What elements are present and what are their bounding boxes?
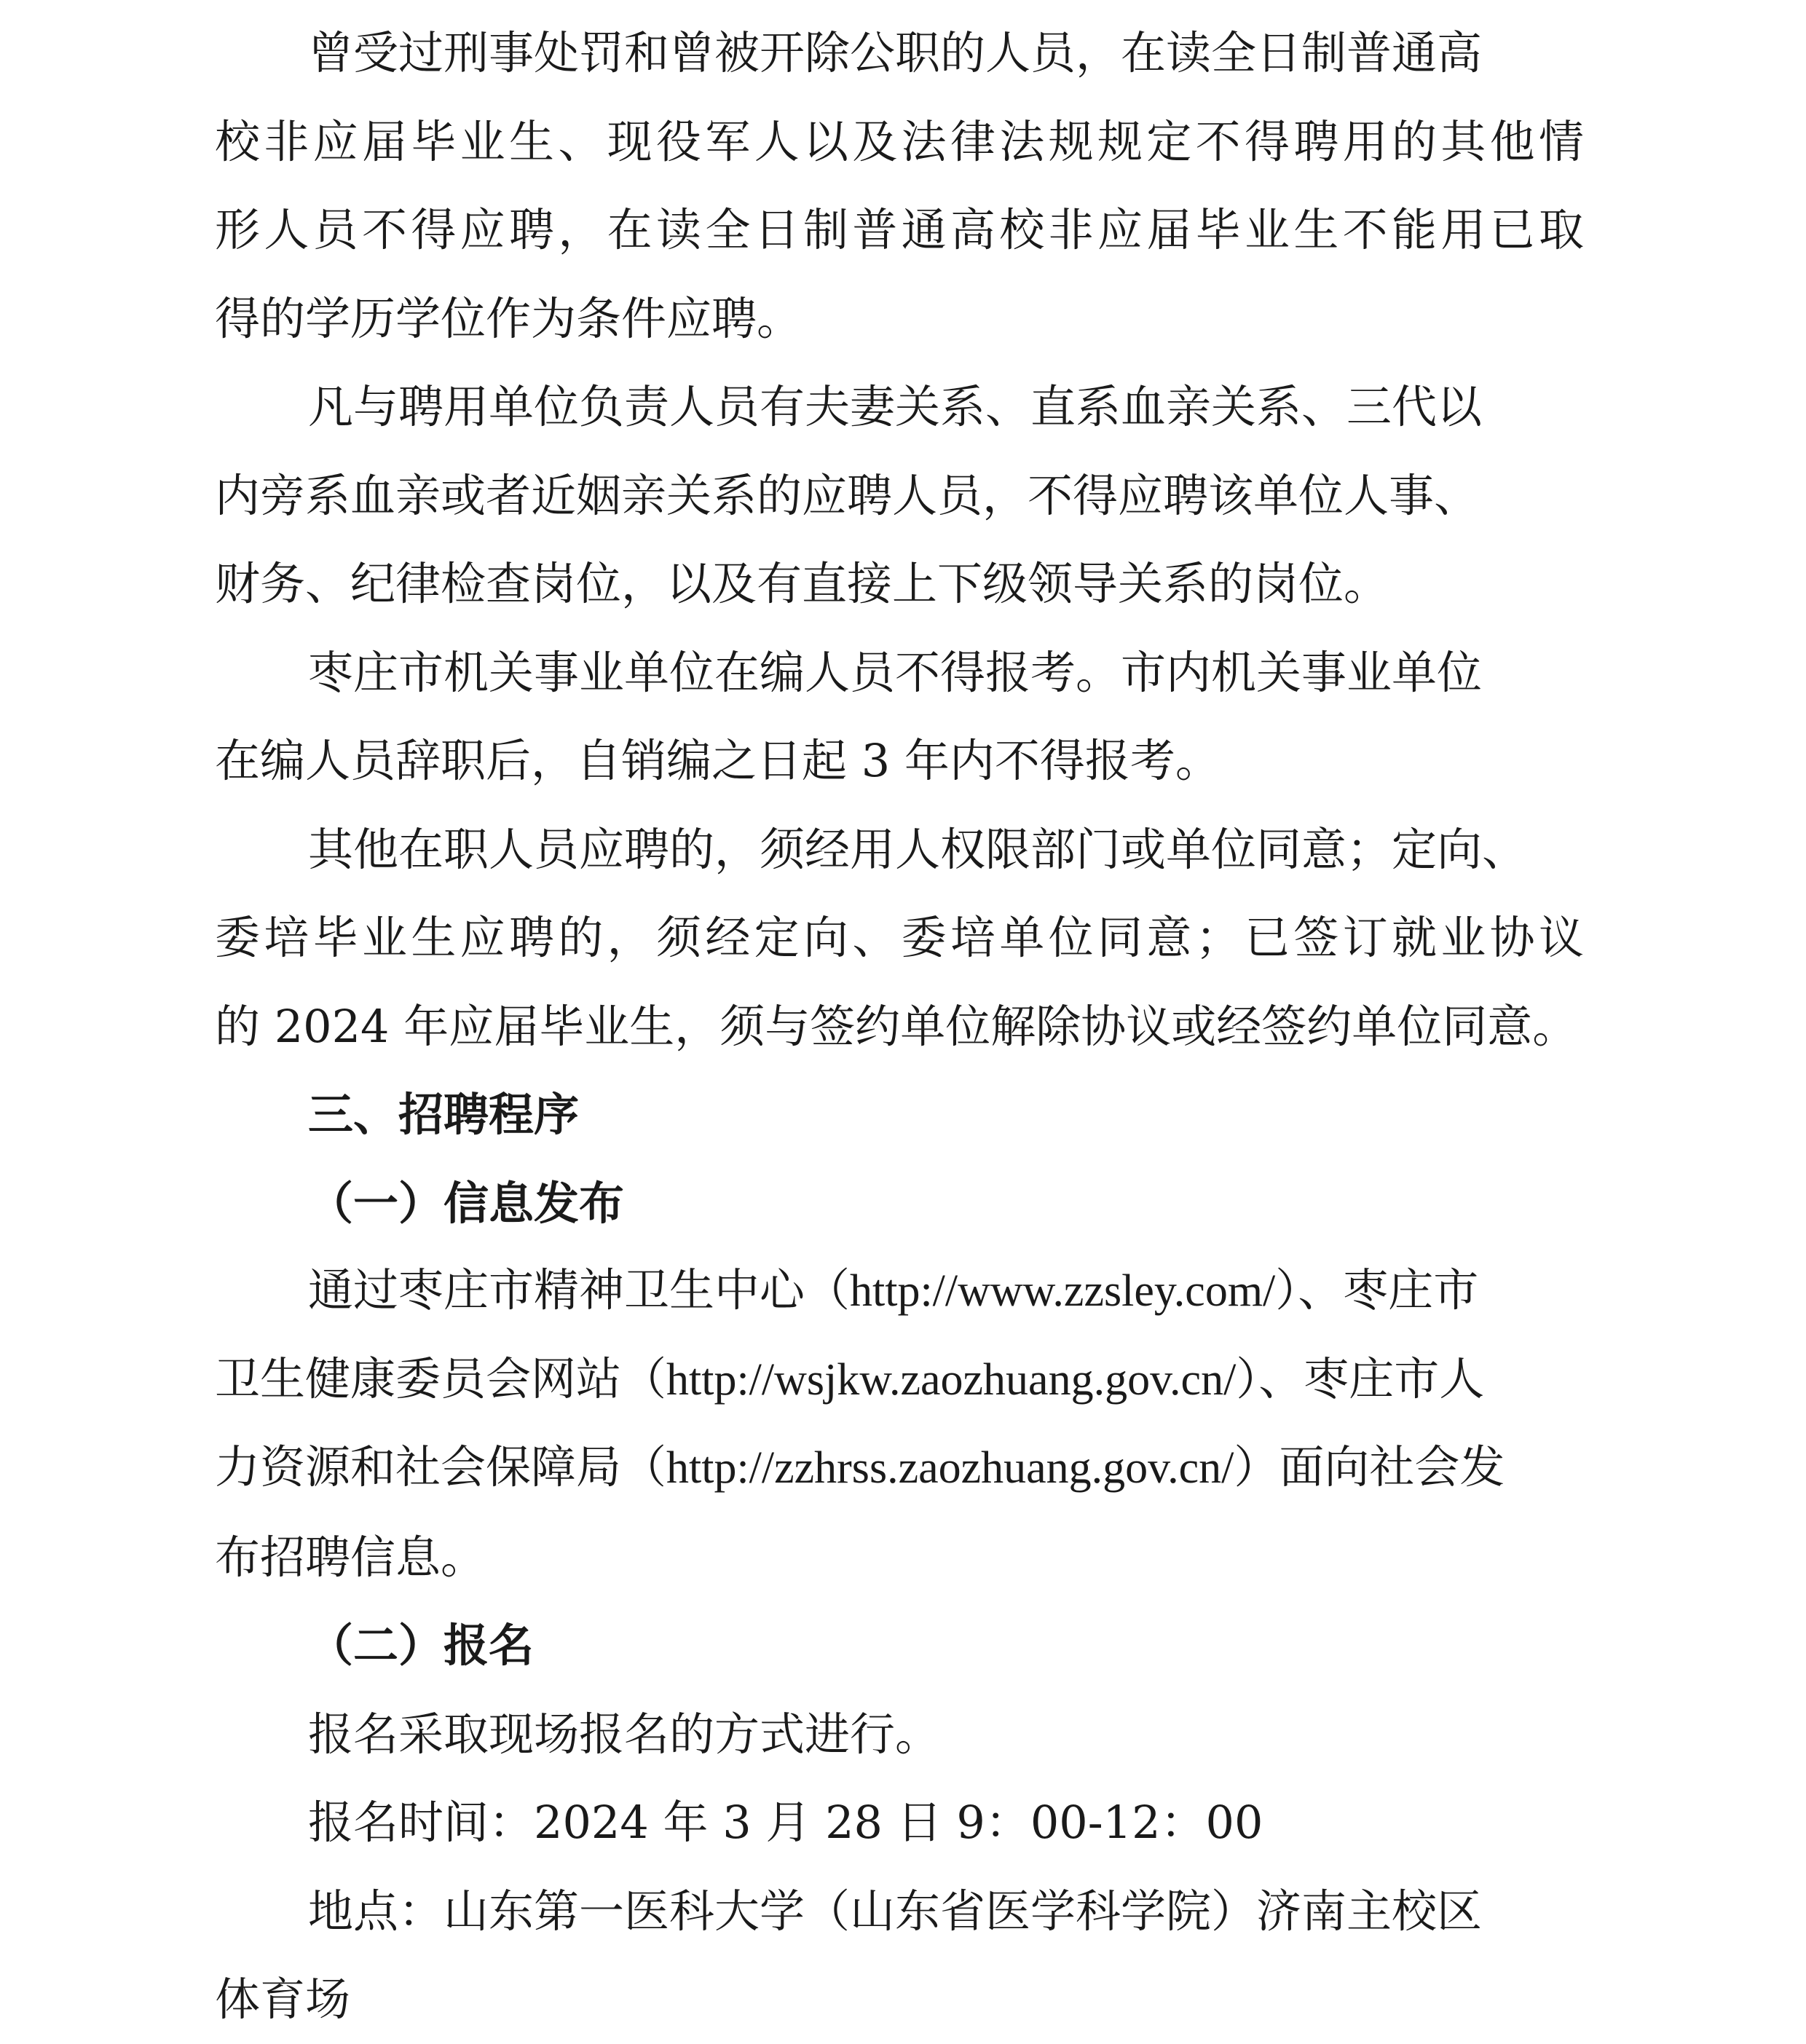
subsection-heading: （一）信息发布 (308, 1176, 625, 1230)
paragraph-line: 得的学历学位作为条件应聘。 (215, 291, 803, 345)
document-body (215, 9, 1584, 2044)
paragraph-line: 凡与聘用单位负责人员有夫妻关系、直系血亲关系、三代以 (308, 380, 1483, 433)
paragraph-line: 枣庄市机关事业单位在编人员不得报考。市内机关事业单位 (308, 645, 1483, 699)
paragraph-line: 委培毕业生应聘的，须经定向、委培单位同意；已签订就业协议 (215, 911, 1584, 964)
paragraph-line: 布招聘信息。 (215, 1530, 486, 1584)
section-heading: 三、招聘程序 (308, 1088, 580, 1141)
registration-location: 地点：山东第一医科大学（山东省医学科学院）济南主校区 (308, 1884, 1483, 1938)
paragraph-line: 体育场 (215, 1973, 351, 2026)
paragraph-line: 曾受过刑事处罚和曾被开除公职的人员，在读全日制普通高 (308, 26, 1483, 79)
subsection-heading: （二）报名 (308, 1619, 535, 1672)
paragraph-line: 通过枣庄市精神卫生中心（http://www.zzsley.com/）、枣庄市 (308, 1266, 1479, 1316)
paragraph-line: 报名采取现场报名的方式进行。 (308, 1707, 941, 1761)
paragraph-line: 内旁系血亲或者近姻亲关系的应聘人员，不得应聘该单位人事、 (215, 468, 1480, 522)
paragraph-line: 卫生健康委员会网站（http://wsjkw.zaozhuang.gov.cn/）、枣庄市人 (215, 1354, 1485, 1405)
registration-time: 报名时间：2024 年 3 月 28 日 9：00-12：00 (308, 1796, 1263, 1849)
paragraph-line: 其他在职人员应聘的，须经用人权限部门或单位同意；定向、 (308, 822, 1528, 876)
paragraph-line: 的 2024 年应届毕业生，须与签约单位解除协议或经签约单位同意。 (215, 999, 1578, 1053)
paragraph-line: 在编人员辞职后，自销编之日起 3 年内不得报考。 (215, 734, 1221, 787)
paragraph-line: 财务、纪律检查岗位，以及有直接上下级领导关系的岗位。 (215, 557, 1389, 610)
paragraph-line: 力资源和社会保障局（http://zzhrss.zaozhuang.gov.cn/）面向社会发 (215, 1443, 1505, 1493)
paragraph-line: 校非应届毕业生、现役军人以及法律法规规定不得聘用的其他情 (215, 114, 1584, 168)
paragraph-line: 形人员不得应聘，在读全日制普通高校非应届毕业生不能用已取 (215, 203, 1584, 256)
